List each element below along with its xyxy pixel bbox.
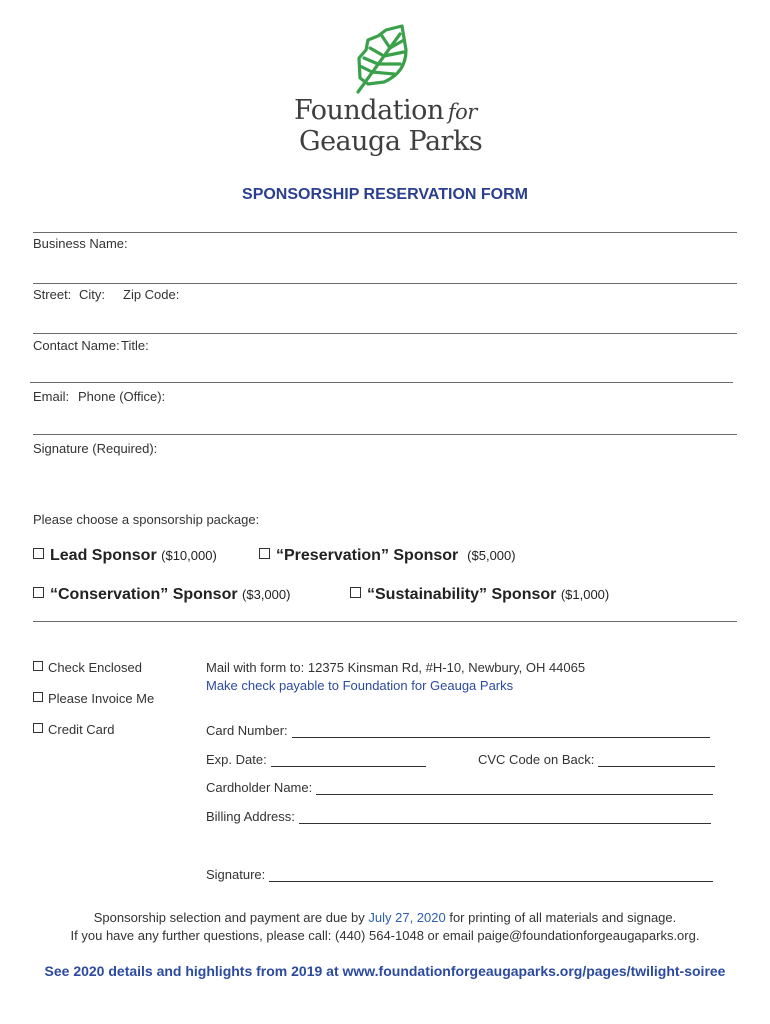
checkbox-icon[interactable] xyxy=(33,661,43,671)
exp-date-field[interactable] xyxy=(206,752,426,767)
package-name: “Preservation” Sponsor xyxy=(276,547,459,564)
footer-line2: If you have any further questions, please call: (440) 564-1048 or email paige@foundationforgeaugaparks.org. xyxy=(70,928,700,943)
cardholder-label: Cardholder Name: xyxy=(206,780,313,795)
phone-label: Phone (Office): xyxy=(78,389,166,404)
card-signature-field[interactable] xyxy=(206,867,713,882)
package-name: “Sustainability” Sponsor xyxy=(367,586,557,603)
contact-field[interactable] xyxy=(30,382,733,383)
divider xyxy=(33,232,737,233)
billing-field[interactable] xyxy=(206,809,711,824)
logo-text xyxy=(294,97,482,155)
package-name: “Conservation” Sponsor xyxy=(50,586,238,603)
footer-due-text: Sponsorship selection and payment are due by xyxy=(93,910,365,925)
card-signature-label: Signature: xyxy=(206,867,266,882)
zip-label: Zip Code: xyxy=(123,287,180,302)
checkbox-icon[interactable] xyxy=(33,548,44,559)
payment-check[interactable] xyxy=(33,660,142,675)
exp-date-label: Exp. Date: xyxy=(206,752,267,767)
footer-due-text-end: for printing of all materials and signage. xyxy=(449,910,677,925)
package-prompt: Please choose a sponsorship package: xyxy=(33,512,260,527)
footer-line1 xyxy=(0,910,770,925)
mail-address: Mail with form to: 12375 Kinsman Rd, #H-10, Newbury, OH 44065 xyxy=(206,660,586,675)
cvc-field[interactable] xyxy=(478,752,715,767)
logo-line2: Geauga Parks xyxy=(299,126,483,157)
package-price: ($10,000) xyxy=(161,548,217,563)
payment-invoice[interactable] xyxy=(33,691,154,706)
checkbox-icon[interactable] xyxy=(259,548,270,559)
package-conservation[interactable] xyxy=(33,586,290,604)
business-name-label: Business Name: xyxy=(33,236,128,251)
due-date: July 27, 2020 xyxy=(368,910,446,925)
payment-option-label: Please Invoice Me xyxy=(48,691,155,706)
card-number-field[interactable] xyxy=(206,723,710,738)
street-label: Street: xyxy=(33,287,72,302)
email-phone-field[interactable] xyxy=(33,434,737,435)
payment-option-label: Check Enclosed xyxy=(48,660,142,675)
package-preservation[interactable] xyxy=(259,547,516,565)
package-name: Lead Sponsor xyxy=(50,547,157,564)
checkbox-icon[interactable] xyxy=(33,692,43,702)
payment-option-label: Credit Card xyxy=(48,722,115,737)
address-field[interactable] xyxy=(33,333,737,334)
package-price: ($5,000) xyxy=(467,548,516,563)
billing-label: Billing Address: xyxy=(206,809,295,824)
package-price: ($3,000) xyxy=(242,587,291,602)
package-lead[interactable] xyxy=(33,547,217,565)
payment-credit-card[interactable] xyxy=(33,722,114,737)
checkbox-icon[interactable] xyxy=(33,723,43,733)
signature-label: Signature (Required): xyxy=(33,441,158,456)
contact-name-label: Contact Name: xyxy=(33,338,120,353)
details-link[interactable]: See 2020 details and highlights from 2019 at www.foundationforgeaugaparks.org/pages/twilight-soiree xyxy=(44,963,726,979)
card-number-label: Card Number: xyxy=(206,723,288,738)
city-label: City: xyxy=(79,287,105,302)
checkbox-icon[interactable] xyxy=(33,587,44,598)
logo-for: for xyxy=(447,100,477,124)
package-sustainability[interactable] xyxy=(350,586,609,604)
logo-line1: Foundation xyxy=(294,95,444,126)
payable-note: Make check payable to Foundation for Geauga Parks xyxy=(206,678,514,693)
form-title: SPONSORSHIP RESERVATION FORM xyxy=(242,186,528,203)
package-price: ($1,000) xyxy=(560,587,610,602)
title-label: Title: xyxy=(121,338,149,353)
cvc-label: CVC Code on Back: xyxy=(478,752,595,767)
divider xyxy=(33,621,737,622)
business-name-field[interactable] xyxy=(33,283,737,284)
leaf-icon xyxy=(354,22,414,94)
cardholder-field[interactable] xyxy=(206,780,713,795)
checkbox-icon[interactable] xyxy=(350,587,361,598)
email-label: Email: xyxy=(33,389,70,404)
